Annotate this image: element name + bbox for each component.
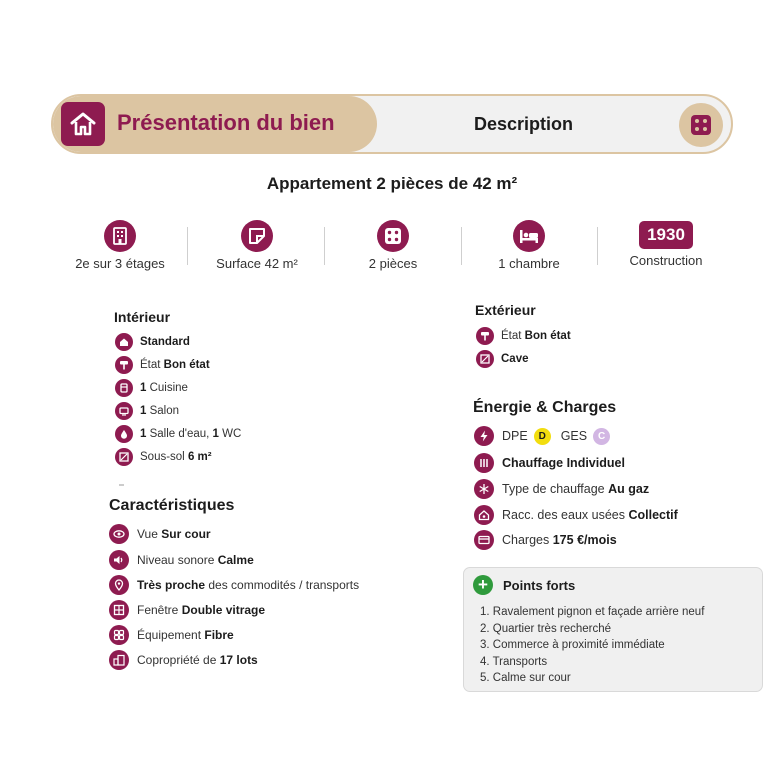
list-item-caracteristique: Vue Sur cour xyxy=(109,524,211,544)
page-title: Appartement 2 pièces de 42 m² xyxy=(266,174,518,193)
section-title-caracteristiques: Caractéristiques xyxy=(109,497,235,514)
sewer-icon xyxy=(474,505,494,525)
divider xyxy=(119,484,124,486)
list-item-energie: Type de chauffage Au gaz xyxy=(474,479,649,499)
feature-bedrooms-label: 1 chambre xyxy=(498,256,560,271)
feature-surface-label: Surface 42 m² xyxy=(216,256,298,271)
list-item: 3. Commerce à proximité immédiate xyxy=(480,639,665,651)
basement-icon xyxy=(476,350,494,368)
list-item: 4. Transports xyxy=(480,655,548,668)
dpe-label: DPE xyxy=(502,429,528,443)
list-item-energie: Chauffage Individuel xyxy=(474,453,625,473)
feature-floor-label: 2e sur 3 étages xyxy=(75,256,165,271)
buildings-icon xyxy=(109,650,129,670)
divider xyxy=(187,227,188,265)
list-item-caracteristique: Très proche des commodités / transports xyxy=(109,575,359,595)
list-item-interieur: Standard xyxy=(115,333,190,351)
tab-description[interactable]: Description xyxy=(474,114,574,134)
feature-construction xyxy=(614,221,718,268)
feature-bedrooms xyxy=(477,220,581,271)
surface-icon xyxy=(241,220,273,252)
list-item-caracteristique: Fenêtre Double vitrage xyxy=(109,600,265,620)
paint-roller-icon xyxy=(476,327,494,345)
ges-label: GES xyxy=(560,429,588,443)
divider xyxy=(324,227,325,265)
ges-badge: C xyxy=(593,428,610,445)
feature-rooms xyxy=(341,220,445,271)
list-item-interieur: 1 Cuisine xyxy=(115,379,188,397)
feature-floor xyxy=(68,220,172,271)
list-item-caracteristique: Copropriété de 17 lots xyxy=(109,650,258,670)
home-icon xyxy=(61,102,105,146)
list-item: 2. Quartier très recherché xyxy=(480,622,612,635)
points-forts-list xyxy=(480,604,704,687)
basement-icon xyxy=(115,448,133,466)
tab-presentation[interactable] xyxy=(53,96,377,152)
feature-surface xyxy=(205,220,309,271)
section-title-energie: Énergie & Charges xyxy=(473,399,617,416)
list-item-energie: Charges 175 €/mois xyxy=(474,530,617,550)
tv-icon xyxy=(115,402,133,420)
list-item-caracteristique: Équipement Fibre xyxy=(109,625,234,645)
feature-construction-label: Construction xyxy=(629,253,703,268)
window-icon xyxy=(109,600,129,620)
tab-presentation-label: Présentation du bien xyxy=(117,110,335,135)
list-item: 1. Ravalement pignon et façade arrière neuf xyxy=(480,606,705,618)
list-item-exterieur: État Bon état xyxy=(476,327,571,345)
heating-icon xyxy=(474,453,494,473)
divider xyxy=(597,227,598,265)
divider xyxy=(461,227,462,265)
list-item-caracteristique: Niveau sonore Calme xyxy=(109,550,254,570)
section-title-exterieur: Extérieur xyxy=(475,302,536,318)
dice-icon xyxy=(377,220,409,252)
home-icon xyxy=(115,333,133,351)
building-icon xyxy=(104,220,136,252)
points-forts-title: Points forts xyxy=(503,578,576,593)
eye-icon xyxy=(109,524,129,544)
kitchen-icon xyxy=(115,379,133,397)
water-drop-icon xyxy=(115,425,133,443)
card-icon xyxy=(474,530,494,550)
bed-icon xyxy=(513,220,545,252)
snowflake-icon xyxy=(474,479,494,499)
list-item-interieur: 1 Salle d'eau, 1 WC xyxy=(115,425,241,443)
dpe-badge: D xyxy=(534,428,551,445)
list-item-interieur: 1 Salon xyxy=(115,402,179,420)
list-item-interieur: État Bon état xyxy=(115,356,210,374)
tab-bar xyxy=(51,94,733,154)
location-pin-icon xyxy=(109,575,129,595)
grid-menu-button[interactable] xyxy=(679,103,723,147)
speaker-icon xyxy=(109,550,129,570)
list-item-exterieur: Cave xyxy=(476,350,529,368)
list-item-interieur: Sous-sol 6 m² xyxy=(115,448,212,466)
list-item: 5. Calme sur cour xyxy=(480,672,571,684)
lightning-icon xyxy=(474,426,494,446)
feature-rooms-label: 2 pièces xyxy=(368,256,418,271)
construction-year-badge: 1930 xyxy=(639,221,693,249)
section-title-interieur: Intérieur xyxy=(114,309,171,325)
energy-ratings xyxy=(474,426,620,446)
paint-roller-icon xyxy=(115,356,133,374)
list-item-energie: Racc. des eaux usées Collectif xyxy=(474,505,678,525)
dice-grid-icon xyxy=(691,115,711,135)
equipment-icon xyxy=(109,625,129,645)
points-forts-box xyxy=(463,567,763,692)
plus-icon: + xyxy=(473,575,493,595)
